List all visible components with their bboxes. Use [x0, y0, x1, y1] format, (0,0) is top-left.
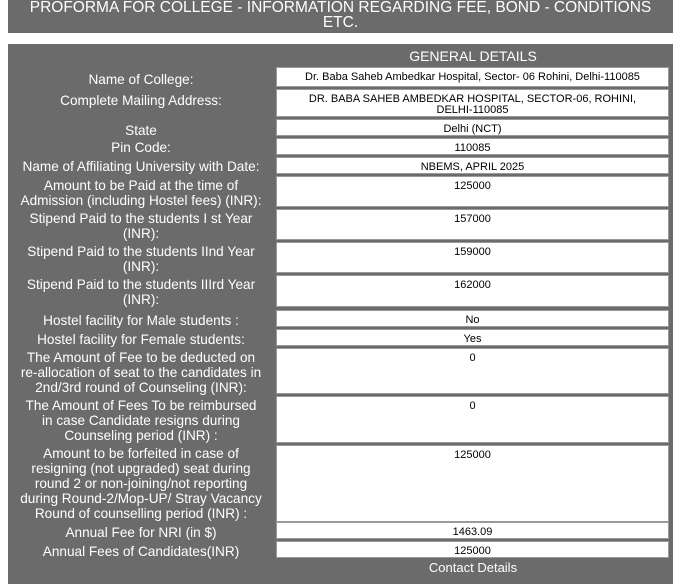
table-row: [10, 348, 672, 394]
field-label: [10, 332, 272, 347]
field-label-line: 2nd/3rd round of Counseling (INR):: [35, 380, 247, 395]
field-label-line: Complete Mailing Address:: [60, 93, 222, 108]
field-label: [10, 159, 272, 174]
field-label-line: Amount to be Paid at the time of: [43, 178, 239, 193]
field-label: [10, 350, 272, 395]
section-title-contact-details: Contact Details: [428, 561, 518, 573]
field-label-line: Round of counselling period (INR) :: [34, 506, 248, 521]
field-value: [276, 541, 669, 558]
field-label-line: during Round-2/Mop-UP/ Stray Vacancy: [20, 491, 262, 506]
table-row: [10, 522, 672, 539]
field-label: [10, 398, 272, 443]
table-row: [10, 119, 672, 136]
field-value-line: 0: [469, 352, 476, 364]
field-label: [10, 178, 272, 208]
page-title: [8, 0, 673, 33]
field-label-line: Hostel facility for Female students:: [37, 332, 245, 347]
field-value-line: 159000: [454, 246, 491, 258]
field-value: [276, 242, 669, 273]
field-label-line: Annual Fees of Candidates(INR): [42, 544, 240, 559]
field-value: [276, 445, 669, 522]
field-value-line: 162000: [454, 279, 491, 291]
field-value: [276, 396, 669, 443]
field-value-line: DR. BABA SAHEB AMBEDKAR HOSPITAL, SECTOR-06, ROHINI,: [308, 93, 637, 105]
field-label-line: Hostel facility for Male students :: [43, 313, 239, 328]
field-label-line: round 2 or non-joining/not reporting: [34, 476, 248, 491]
field-value-line: Dr. Baba Saheb Ambedkar Hospital, Sector- 06 Rohini, Delhi-110085: [305, 71, 640, 83]
field-label-line: Stipend Paid to the students IIIrd Year: [26, 277, 256, 292]
field-label: [10, 123, 272, 138]
field-label-line: Stipend Paid to the students I st Year: [29, 211, 253, 226]
field-value: [276, 119, 669, 136]
field-label-line: Admission (including Hostel fees) (INR):: [20, 193, 262, 208]
field-value-line: 125000: [454, 449, 491, 461]
table-row: [10, 310, 672, 327]
field-label: [10, 446, 272, 521]
field-label-line: The Amount of Fee to be deducted on: [26, 350, 256, 365]
field-label-line: in case Candidate resigns during: [42, 413, 240, 428]
field-label: [10, 525, 272, 540]
field-label: [10, 211, 272, 241]
table-row: [10, 396, 672, 443]
field-label-line: Name of Affiliating University with Date:: [22, 159, 260, 174]
table-row: [10, 209, 672, 240]
field-value-line: DELHI-110085: [436, 104, 509, 116]
field-value: [276, 275, 669, 307]
field-value-line: 0: [469, 400, 476, 412]
field-value: [276, 310, 669, 327]
table-row: [10, 329, 672, 346]
field-value: [276, 522, 669, 539]
field-value-line: 1463.09: [452, 526, 493, 538]
table-row: [10, 541, 672, 558]
table-row: [10, 138, 672, 155]
field-label: [10, 72, 272, 87]
table-row: [10, 176, 672, 207]
field-value: [276, 348, 669, 394]
field-value: [276, 67, 669, 87]
field-value-line: No: [465, 314, 480, 326]
field-label: [10, 544, 272, 559]
field-value-line: Yes: [463, 333, 482, 345]
field-value-line: 110085: [454, 142, 491, 154]
field-value: [276, 157, 669, 174]
field-label: [10, 313, 272, 328]
field-value: [276, 89, 669, 117]
field-label-line: Annual Fee for NRI (in $): [65, 525, 217, 540]
field-label: [10, 93, 272, 108]
field-label: [10, 140, 272, 155]
table-row: [10, 157, 672, 174]
field-label-line: (INR):: [122, 226, 160, 241]
field-value-line: 157000: [454, 213, 491, 225]
field-label-line: Pin Code:: [111, 140, 171, 155]
field-value-line: 125000: [454, 180, 491, 192]
page-title-line-1: PROFORMA FOR COLLEGE - INFORMATION REGARDING FEE, BOND - CONDITIONS: [29, 0, 652, 16]
section-title-general-details: GENERAL DETAILS: [409, 48, 537, 64]
field-label: [10, 277, 272, 307]
table-row: [10, 89, 672, 117]
field-value-line: 125000: [454, 545, 491, 557]
field-label-line: Name of College:: [88, 72, 194, 87]
field-value-line: Delhi (NCT): [443, 123, 502, 135]
page-title-line-2: ETC.: [322, 14, 359, 31]
field-label-line: Counseling period (INR) :: [64, 428, 218, 443]
table-row: [10, 445, 672, 522]
field-label-line: Amount to be forfeited in case of: [43, 446, 239, 461]
field-label-line: (INR):: [122, 259, 160, 274]
field-value: [276, 209, 669, 240]
field-label-line: State: [125, 123, 157, 138]
field-label-line: The Amount of Fees To be reimbursed: [25, 398, 257, 413]
table-row: [10, 275, 672, 307]
table-row: [10, 67, 672, 87]
field-label-line: re-allocation of seat to the candidates in: [20, 365, 262, 380]
field-value: [276, 176, 669, 207]
field-label: [10, 244, 272, 274]
field-value: [276, 138, 669, 155]
field-label-line: Stipend Paid to the students IInd Year: [27, 244, 255, 259]
field-label-line: resigning (not upgraded) seat during: [31, 461, 251, 476]
field-value: [276, 329, 669, 346]
field-value-line: NBEMS, APRIL 2025: [420, 161, 525, 173]
table-row: [10, 242, 672, 273]
field-label-line: (INR):: [122, 292, 160, 307]
